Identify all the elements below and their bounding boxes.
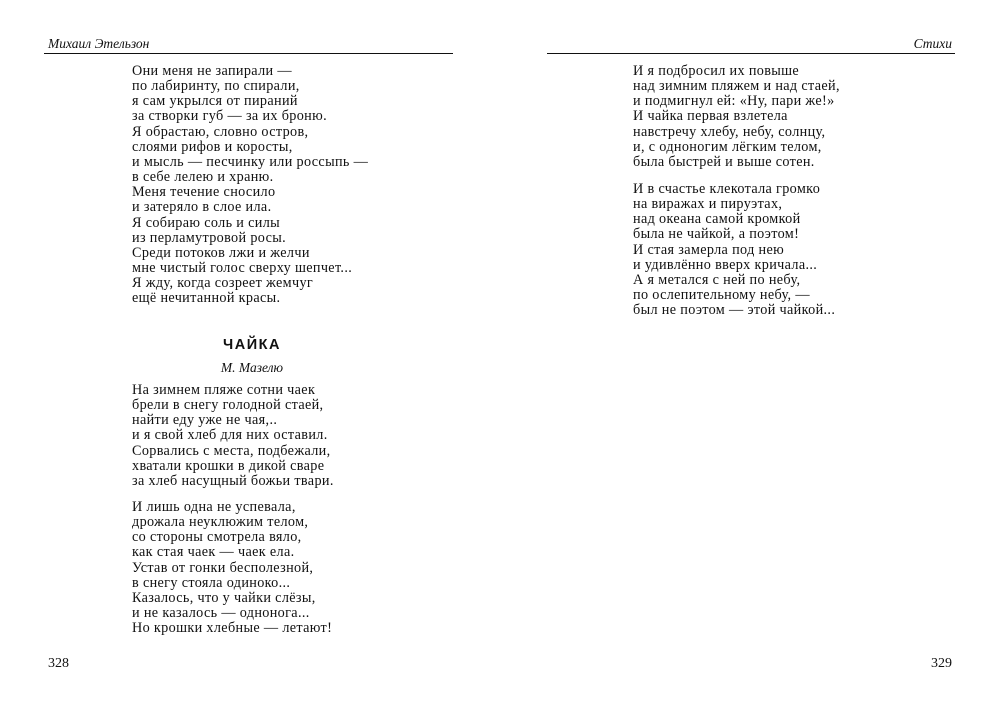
verse-line: Но крошки хлебные — летают! [132, 620, 333, 637]
verse-line: И чайка первая взлетела [633, 108, 788, 125]
poem-stanza-3 [633, 64, 840, 170]
verse-line: на виражах и пируэтах, [633, 196, 783, 213]
poem-stanza-1 [132, 383, 334, 489]
poem-continued-text [132, 64, 368, 307]
verse-line: А я метался с ней по небу, [633, 271, 801, 288]
verse-line: мне чистый голос сверху шепчет... [132, 260, 353, 277]
verse-line: И в счастье клекотала громко [633, 181, 821, 197]
poem-dedication: М. Мазелю [220, 360, 284, 375]
header-rule [547, 53, 955, 54]
verse-line: дрожала неуклюжим телом, [132, 514, 309, 531]
verse-line: И стая замерла под нею [633, 241, 785, 258]
verse-line: На зимнем пляже сотни чаек [132, 382, 316, 398]
running-head-author: Михаил Этельзон [48, 36, 150, 51]
verse-line: была быстрей и выше сотен. [633, 153, 815, 170]
verse-line: и, с одноногим лёгким телом, [633, 138, 822, 155]
verse-line: над зимним пляжем и над стаей, [633, 78, 840, 95]
verse-line: по ослепительному небу, — [633, 287, 810, 304]
verse-line: и подмигнул ей: «Ну, пари же!» [633, 93, 835, 110]
verse-line: со стороны смотрела вяло, [132, 529, 302, 546]
verse-line: по лабиринту, по спирали, [132, 78, 300, 95]
verse-line: в себе лелею и храню. [132, 169, 274, 186]
verse-line: И я подбросил их повыше [633, 63, 800, 79]
verse-line: была не чайкой, а поэтом! [633, 226, 800, 243]
verse-line: Я жду, когда созреет жемчуг [132, 275, 314, 292]
verse-line: И лишь одна не успевала, [132, 499, 296, 515]
page-number-left: 328 [48, 656, 69, 671]
poem-title: ЧАЙКА [223, 337, 281, 353]
verse-line: Я обрастаю, словно остров, [132, 123, 309, 140]
verse-line: Сорвались с места, подбежали, [132, 442, 331, 459]
verse-line: Я собираю соль и силы [132, 214, 281, 231]
verse-line: и мысль — песчинку или россыпь — [132, 153, 369, 170]
verse-line: Они меня не запирали — [132, 63, 292, 79]
page-number-right: 329 [931, 656, 952, 671]
verse-line: ещё нечитанной красы. [132, 290, 281, 307]
right-page [500, 0, 1000, 707]
verse-line: над океана самой кромкой [633, 211, 801, 228]
poem-stanza-4 [633, 182, 835, 318]
verse-line: Устав от гонки бесполезной, [132, 559, 314, 576]
verse-line: за створки губ — за их броню. [132, 108, 327, 125]
verse-line: Меня течение сносило [132, 184, 276, 201]
verse-line: в снегу стояла одиноко... [132, 574, 291, 591]
verse-line: брели в снегу голодной стаей, [132, 397, 324, 414]
verse-line: как стая чаек — чаек ела. [132, 544, 295, 561]
verse-line: я сам укрылся от пираний [132, 93, 298, 110]
verse-line: и не казалось — однонога... [132, 605, 310, 622]
verse-line: навстречу хлебу, небу, солнцу, [633, 123, 826, 140]
verse-line: был не поэтом — этой чайкой... [633, 302, 836, 319]
verse-line: Среди потоков лжи и желчи [132, 244, 310, 261]
verse-line: найти еду уже не чая,.. [132, 412, 278, 429]
verse-line: Казалось, что у чайки слёзы, [132, 589, 316, 606]
verse-line: слоями рифов и коросты, [132, 138, 293, 155]
header-rule [44, 53, 453, 54]
running-head-section: Стихи [913, 36, 952, 51]
verse-line: из перламутровой росы. [132, 229, 287, 246]
verse-line: и затеряло в слое ила. [132, 199, 272, 216]
verse-line: хватали крошки в дикой сваре [132, 457, 325, 474]
verse-line: за хлеб насущный божьи твари. [132, 472, 334, 489]
poem-stanza-2 [132, 500, 332, 636]
verse-line: и я свой хлеб для них оставил. [132, 427, 328, 444]
verse-line: и удивлённо вверх кричала... [633, 256, 818, 273]
